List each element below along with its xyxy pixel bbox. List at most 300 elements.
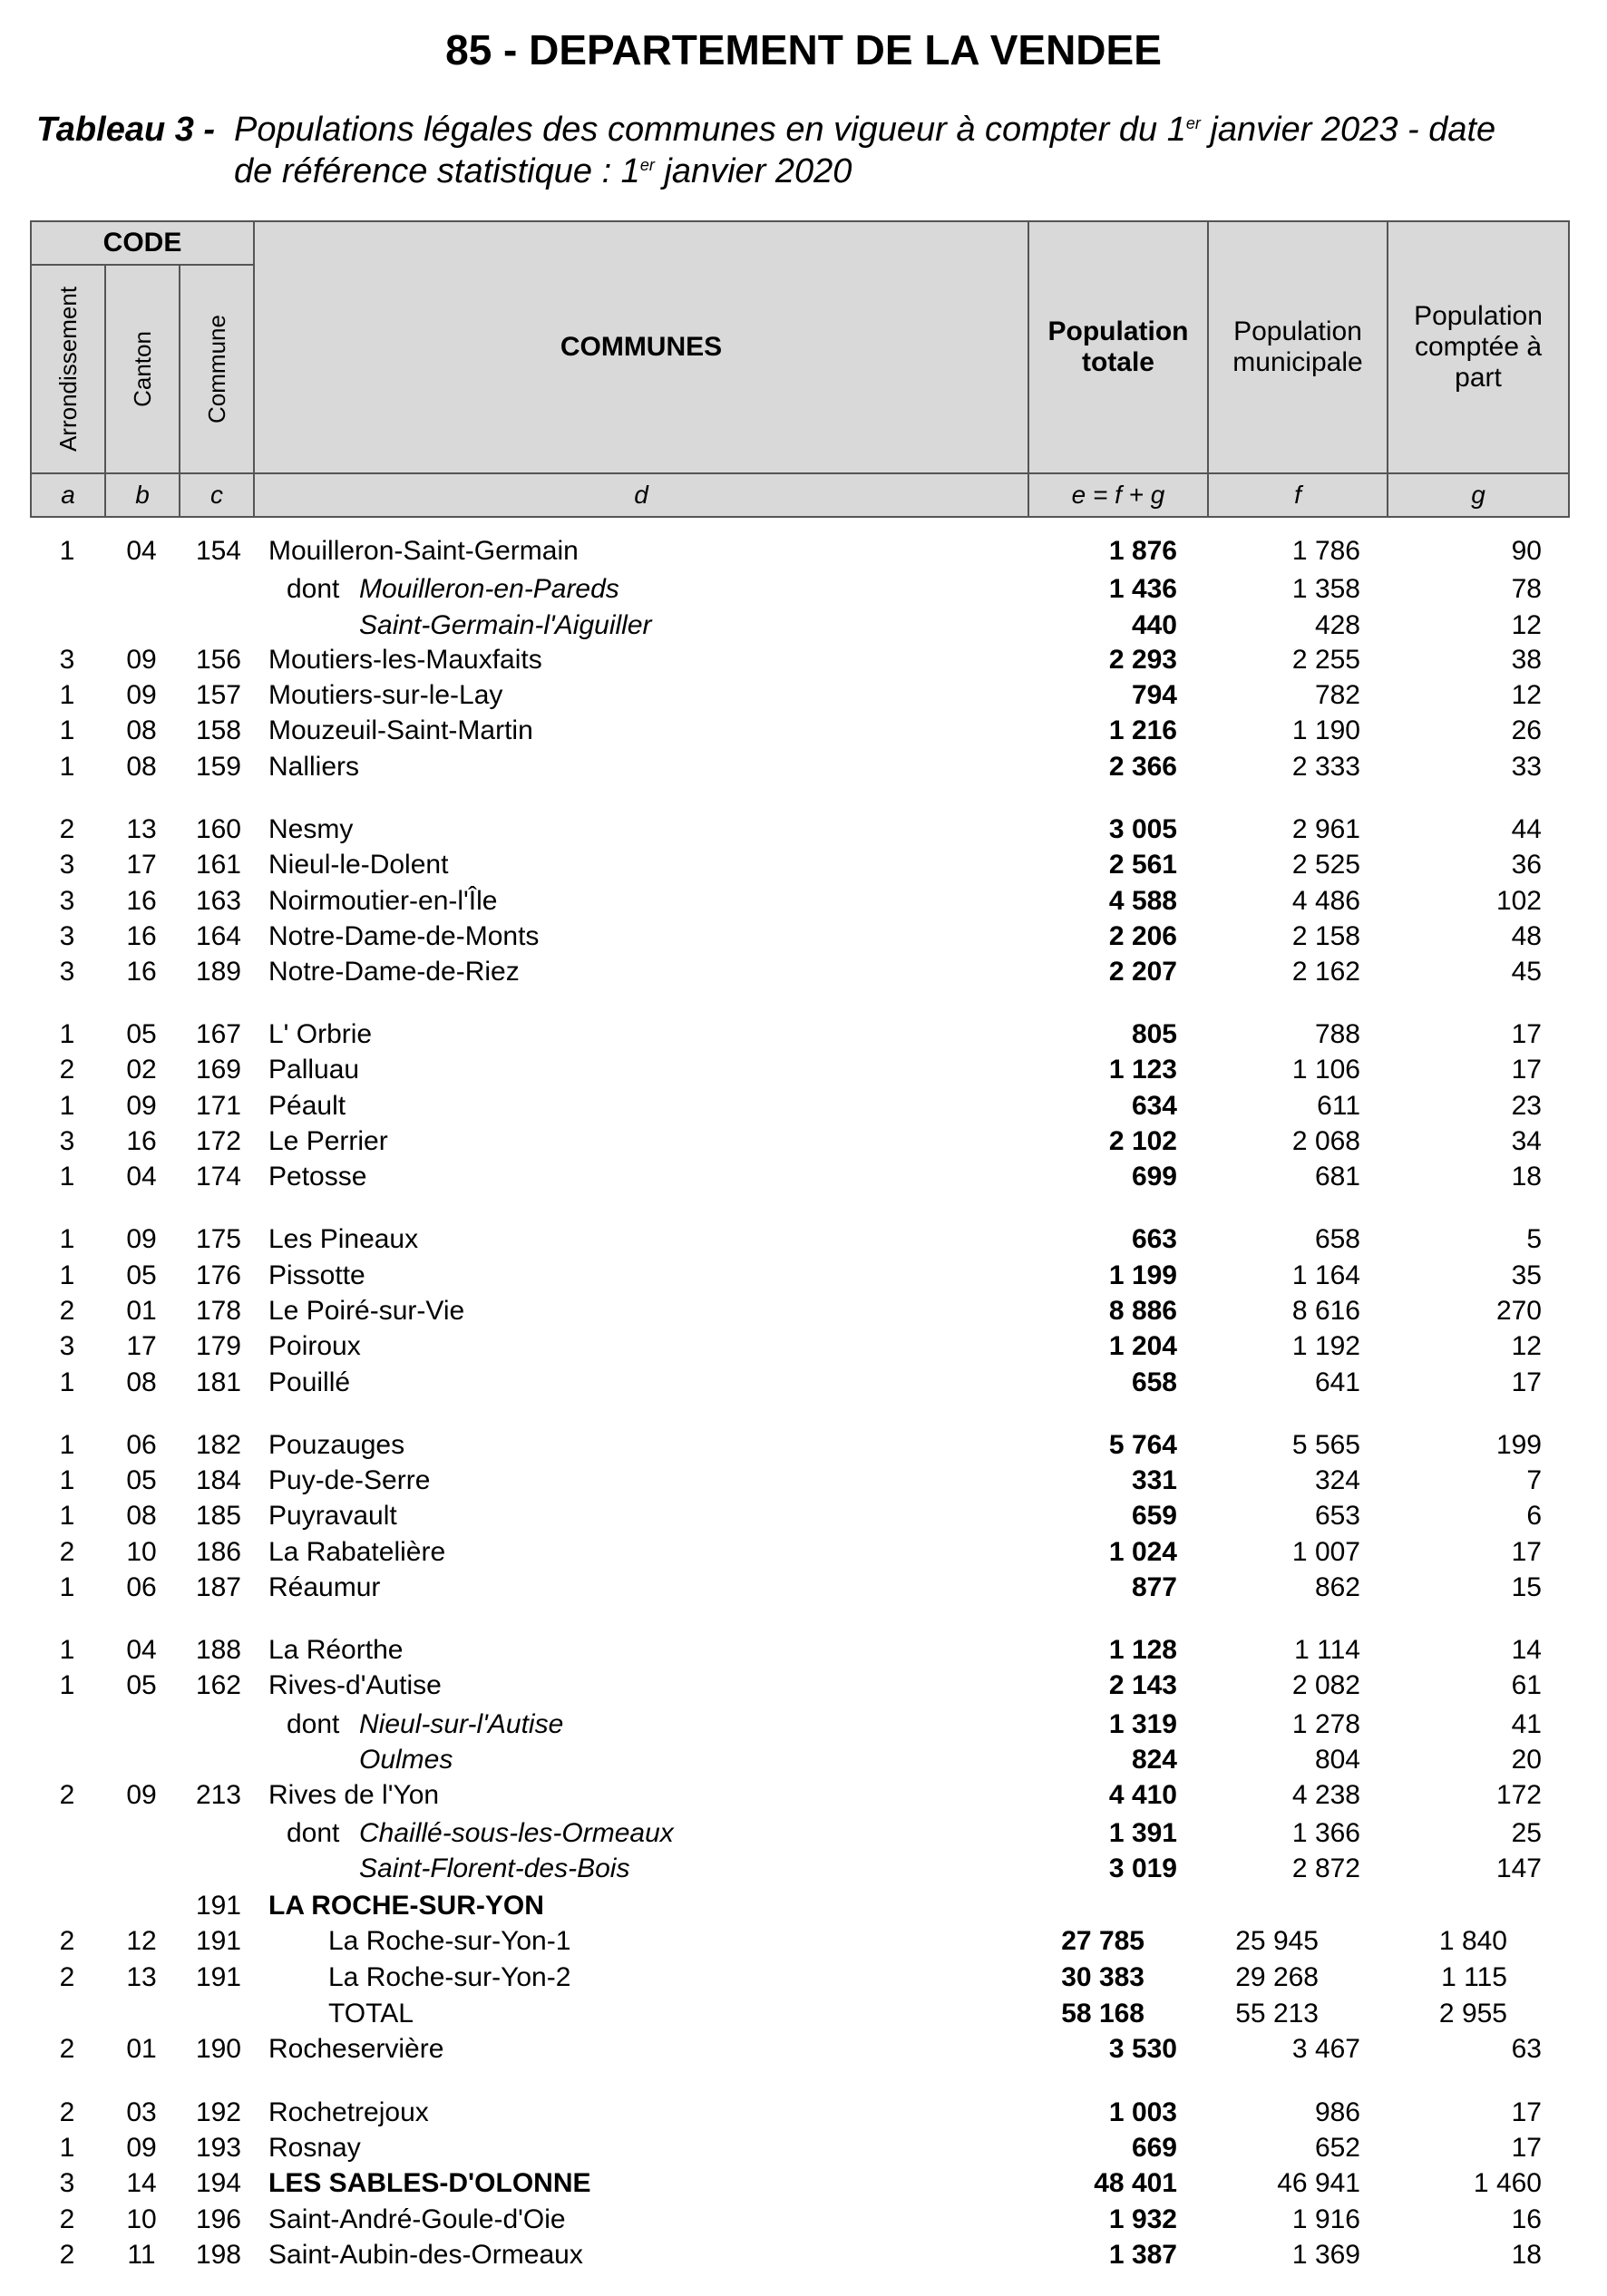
population-municipale-cell: 2 162 [1291,957,1360,987]
commune-name-cell: Saint-Aubin-des-Ormeaux [268,2240,583,2270]
commune-code-cell: 184 [195,1465,241,1495]
table-row [0,883,1607,919]
header-arrondissement [30,264,106,474]
commune-code-cell: 198 [195,2240,241,2270]
arrondissement-cell: 1 [59,752,75,782]
commune-code-cell: 174 [195,1162,241,1192]
arrondissement-cell: 2 [59,2240,75,2270]
commune-name-cell: La Roche-sur-Yon-2 [328,1962,571,1992]
population-comptee-cell: 17 [1511,2133,1542,2163]
header-letter-e: e = f + g [1028,472,1209,518]
header-letter-a: a [30,472,106,518]
population-comptee-cell: 102 [1495,886,1542,916]
commune-code-cell: 154 [195,536,241,566]
table-row [0,1996,1607,2032]
table-label: Tableau 3 - [36,111,216,149]
arrondissement-cell: 2 [59,814,75,844]
arrondissement-cell: 1 [59,1224,75,1254]
population-municipale-cell: 2 158 [1291,921,1360,951]
commune-name-cell: Nalliers [268,752,360,782]
population-municipale-cell: 3 467 [1291,2034,1360,2064]
canton-cell: 13 [126,814,157,844]
population-municipale-cell: 2 082 [1291,1670,1360,1700]
header-canton-label: Canton [129,331,156,407]
population-municipale-cell: 804 [1314,1745,1360,1775]
population-municipale-cell: 862 [1314,1572,1360,1602]
canton-cell: 09 [126,680,157,710]
commune-code-cell: 175 [195,1224,241,1254]
commune-name-cell: Chaillé-sous-les-Ormeaux [359,1818,674,1848]
population-municipale-cell: 652 [1314,2133,1360,2163]
population-totale-cell: 659 [1131,1501,1177,1531]
canton-cell: 17 [126,1331,157,1361]
canton-cell: 09 [126,1224,157,1254]
canton-cell: 06 [126,1430,157,1460]
commune-name-cell: Notre-Dame-de-Riez [268,957,520,987]
commune-code-cell: 158 [195,715,241,745]
population-comptee-cell: 36 [1511,850,1542,880]
commune-code-cell: 191 [195,1891,241,1921]
table-row [0,2031,1607,2067]
caption-text: janvier 2020 [654,152,852,190]
population-municipale-cell: 1 106 [1291,1055,1360,1085]
table-row [0,1815,1607,1852]
commune-name-cell: Mouilleron-en-Pareds [359,574,619,604]
population-municipale-cell: 2 961 [1291,814,1360,844]
population-comptee-cell: 1 840 [1438,1926,1507,1956]
header-commune [179,264,255,474]
population-totale-cell: 48 401 [1094,2168,1177,2198]
commune-name-cell: LES SABLES-D'OLONNE [268,2168,591,2198]
table-row [0,1088,1607,1124]
table-row [0,1328,1607,1365]
table-row [0,608,1607,644]
population-comptee-cell: 7 [1526,1465,1542,1495]
population-comptee-cell: 38 [1511,645,1542,675]
population-municipale-cell: 641 [1314,1367,1360,1397]
table-row [0,2095,1607,2131]
commune-name-cell: La Roche-sur-Yon-1 [328,1926,571,1956]
population-municipale-cell: 653 [1314,1501,1360,1531]
population-comptee-cell: 18 [1511,1162,1542,1192]
population-totale-cell: 2 102 [1108,1126,1177,1156]
commune-name-cell: Saint-André-Goule-d'Oie [268,2204,566,2234]
population-municipale-cell: 2 872 [1291,1853,1360,1883]
arrondissement-cell: 3 [59,1126,75,1156]
population-municipale-cell: 681 [1314,1162,1360,1192]
commune-code-cell: 179 [195,1331,241,1361]
population-municipale-cell: 2 333 [1291,752,1360,782]
canton-cell: 16 [126,921,157,951]
commune-code-cell: 156 [195,645,241,675]
canton-cell: 16 [126,886,157,916]
caption-text: janvier 2023 - date [1200,111,1496,149]
population-comptee-cell: 78 [1511,574,1542,604]
arrondissement-cell: 3 [59,921,75,951]
commune-name-cell: Le Poiré-sur-Vie [268,1296,465,1326]
commune-code-cell: 191 [195,1926,241,1956]
population-totale-cell: 669 [1131,2133,1177,2163]
table-row [0,1960,1607,1996]
population-comptee-cell: 34 [1511,1126,1542,1156]
commune-name-cell: Péault [268,1091,346,1121]
population-totale-cell: 805 [1131,1019,1177,1049]
arrondissement-cell: 2 [59,2097,75,2127]
arrondissement-cell: 1 [59,1091,75,1121]
commune-name-cell: LA ROCHE-SUR-YON [268,1891,544,1921]
canton-cell: 11 [127,2240,156,2270]
canton-cell: 04 [126,1635,157,1665]
arrondissement-cell: 2 [59,1962,75,1992]
commune-name-cell: TOTAL [328,1999,414,2028]
population-municipale-cell: 1 164 [1291,1260,1360,1290]
commune-code-cell: 161 [195,850,241,880]
commune-code-cell: 162 [195,1670,241,1700]
canton-cell: 04 [126,536,157,566]
population-totale-cell: 1 387 [1108,2240,1177,2270]
commune-code-cell: 157 [195,680,241,710]
table-row [0,2202,1607,2238]
population-municipale-cell: 1 916 [1291,2204,1360,2234]
table-row [0,1923,1607,1960]
header-letter-d: d [253,472,1029,518]
population-totale-cell: 2 207 [1108,957,1177,987]
commune-code-cell: 171 [195,1091,241,1121]
commune-name-cell: Le Perrier [268,1126,388,1156]
table-row [0,1017,1607,1053]
dont-label: dont [287,1709,340,1739]
population-totale-cell: 1 436 [1108,574,1177,604]
arrondissement-cell: 1 [59,715,75,745]
population-municipale-cell: 1 366 [1291,1818,1360,1848]
header-canton [104,264,180,474]
population-totale-cell: 1 123 [1108,1055,1177,1085]
population-comptee-cell: 12 [1511,1331,1542,1361]
population-municipale-cell: 1 192 [1291,1331,1360,1361]
header-letter-b: b [104,472,180,518]
commune-name-cell: Rocheservière [268,2034,444,2064]
commune-code-cell: 178 [195,1296,241,1326]
arrondissement-cell: 2 [59,1296,75,1326]
population-comptee-cell: 17 [1511,1367,1542,1397]
canton-cell: 01 [126,1296,157,1326]
population-municipale-cell: 2 255 [1291,645,1360,675]
population-municipale-cell: 5 565 [1291,1430,1360,1460]
commune-code-cell: 192 [195,2097,241,2127]
population-totale-cell: 30 383 [1061,1962,1144,1992]
arrondissement-cell: 2 [59,1780,75,1810]
population-comptee-cell: 12 [1511,680,1542,710]
commune-name-cell: Oulmes [359,1745,453,1775]
population-municipale-cell: 428 [1314,610,1360,640]
commune-code-cell: 182 [195,1430,241,1460]
commune-code-cell: 181 [195,1367,241,1397]
table-row [0,1777,1607,1814]
population-municipale-cell: 4 238 [1291,1780,1360,1810]
arrondissement-cell: 1 [59,680,75,710]
commune-code-cell: 190 [195,2034,241,2064]
arrondissement-cell: 1 [59,1019,75,1049]
canton-cell: 10 [126,2204,157,2234]
arrondissement-cell: 1 [59,1260,75,1290]
population-totale-cell: 58 168 [1061,1999,1144,2028]
population-totale-cell: 3 019 [1108,1853,1177,1883]
population-totale-cell: 634 [1131,1091,1177,1121]
commune-name-cell: Poiroux [268,1331,361,1361]
commune-code-cell: 213 [195,1780,241,1810]
arrondissement-cell: 1 [59,1572,75,1602]
commune-name-cell: Nesmy [268,814,354,844]
table-row [0,1707,1607,1743]
population-comptee-cell: 17 [1511,1019,1542,1049]
population-totale-cell: 440 [1131,610,1177,640]
population-totale-cell: 824 [1131,1745,1177,1775]
population-totale-cell: 1 876 [1108,536,1177,566]
canton-cell: 10 [126,1537,157,1567]
table-row [0,1052,1607,1088]
commune-code-cell: 163 [195,886,241,916]
header-letter-c: c [179,472,255,518]
commune-code-cell: 172 [195,1126,241,1156]
population-comptee-cell: 172 [1495,1780,1542,1810]
commune-name-cell: Moutiers-les-Mauxfaits [268,645,542,675]
table-row [0,954,1607,990]
population-comptee-cell: 63 [1511,2034,1542,2064]
table-row [0,1632,1607,1668]
population-comptee-cell: 17 [1511,1537,1542,1567]
commune-name-cell: Nieul-le-Dolent [268,850,449,880]
table-row [0,1463,1607,1499]
population-municipale-cell: 2 068 [1291,1126,1360,1156]
table-row [0,2130,1607,2166]
population-totale-cell: 1 932 [1108,2204,1177,2234]
canton-cell: 05 [126,1670,157,1700]
population-comptee-cell: 20 [1511,1745,1542,1775]
commune-name-cell: Rives-d'Autise [268,1670,442,1700]
population-municipale-cell: 1 278 [1291,1709,1360,1739]
arrondissement-cell: 1 [59,1670,75,1700]
population-municipale-cell: 324 [1314,1465,1360,1495]
population-municipale-cell: 1 786 [1291,536,1360,566]
population-comptee-cell: 45 [1511,957,1542,987]
caption-text: de référence statistique : 1 [234,152,640,190]
table-row [0,1293,1607,1329]
population-totale-cell: 794 [1131,680,1177,710]
commune-code-cell: 169 [195,1055,241,1085]
table-row [0,533,1607,569]
canton-cell: 05 [126,1019,157,1049]
population-municipale-cell: 986 [1314,2097,1360,2127]
population-comptee-cell: 33 [1511,752,1542,782]
commune-code-cell: 196 [195,2204,241,2234]
caption-sup: er [1185,114,1201,132]
population-comptee-cell: 25 [1511,1818,1542,1848]
population-comptee-cell: 199 [1495,1430,1542,1460]
commune-name-cell: Rosnay [268,2133,361,2163]
header-population-comptee: Population comptée à part [1387,220,1570,474]
population-totale-cell: 1 391 [1108,1818,1177,1848]
population-totale-cell: 4 410 [1108,1780,1177,1810]
arrondissement-cell: 1 [59,536,75,566]
canton-cell: 16 [126,957,157,987]
population-municipale-cell: 788 [1314,1019,1360,1049]
population-comptee-cell: 147 [1495,1853,1542,1883]
population-totale-cell: 877 [1131,1572,1177,1602]
commune-code-cell: 193 [195,2133,241,2163]
population-totale-cell: 1 319 [1108,1709,1177,1739]
canton-cell: 06 [126,1572,157,1602]
table-row [0,1570,1607,1606]
canton-cell: 05 [126,1260,157,1290]
table-row [0,1851,1607,1887]
population-totale-cell: 2 206 [1108,921,1177,951]
population-comptee-cell: 17 [1511,1055,1542,1085]
commune-name-cell: L' Orbrie [268,1019,373,1049]
arrondissement-cell: 2 [59,1055,75,1085]
table-row [0,1159,1607,1195]
population-comptee-cell: 90 [1511,536,1542,566]
population-totale-cell: 663 [1131,1224,1177,1254]
arrondissement-cell: 3 [59,850,75,880]
population-comptee-cell: 16 [1511,2204,1542,2234]
commune-code-cell: 160 [195,814,241,844]
dont-label: dont [287,574,340,604]
commune-name-cell: Mouilleron-Saint-Germain [268,536,579,566]
arrondissement-cell: 3 [59,645,75,675]
page-title: 85 - DEPARTEMENT DE LA VENDEE [445,26,1162,73]
commune-code-cell: 187 [195,1572,241,1602]
commune-name-cell: Moutiers-sur-le-Lay [268,680,503,710]
population-comptee-cell: 18 [1511,2240,1542,2270]
population-comptee-cell: 2 955 [1438,1999,1507,2028]
table-row [0,1258,1607,1294]
commune-code-cell: 188 [195,1635,241,1665]
arrondissement-cell: 2 [59,2034,75,2064]
table-row [0,2165,1607,2202]
arrondissement-cell: 1 [59,1162,75,1192]
commune-name-cell: Noirmoutier-en-l'Île [268,886,498,916]
commune-name-cell: Pouzauges [268,1430,405,1460]
arrondissement-cell: 1 [59,1465,75,1495]
arrondissement-cell: 1 [59,1430,75,1460]
arrondissement-cell: 2 [59,1926,75,1956]
population-comptee-cell: 41 [1511,1709,1542,1739]
population-municipale-cell: 4 486 [1291,886,1360,916]
commune-name-cell: La Rabatelière [268,1537,446,1567]
commune-name-cell: Saint-Germain-l'Aiguiller [359,610,652,640]
commune-name-cell: Rives de l'Yon [268,1780,440,1810]
population-municipale-cell: 55 213 [1235,1999,1319,2028]
canton-cell: 08 [126,715,157,745]
arrondissement-cell: 3 [59,1331,75,1361]
population-municipale-cell: 1 369 [1291,2240,1360,2270]
population-municipale-cell: 1 190 [1291,715,1360,745]
header-commune-label: Commune [203,315,230,423]
table-row [0,749,1607,785]
commune-code-cell: 176 [195,1260,241,1290]
arrondissement-cell: 3 [59,2168,75,2198]
population-comptee-cell: 6 [1526,1501,1542,1531]
arrondissement-cell: 1 [59,1367,75,1397]
canton-cell: 09 [126,1780,157,1810]
table-row [0,1427,1607,1464]
population-totale-cell: 1 204 [1108,1331,1177,1361]
table-row [0,713,1607,749]
arrondissement-cell: 1 [59,1501,75,1531]
population-totale-cell: 2 366 [1108,752,1177,782]
population-municipale-cell: 29 268 [1235,1962,1319,1992]
commune-name-cell: Petosse [268,1162,367,1192]
commune-name-cell: Les Pineaux [268,1224,419,1254]
canton-cell: 09 [126,2133,157,2163]
population-municipale-cell: 611 [1317,1091,1360,1121]
population-municipale-cell: 46 941 [1277,2168,1360,2198]
population-comptee-cell: 15 [1511,1572,1542,1602]
canton-cell: 04 [126,1162,157,1192]
commune-name-cell: Puyravault [268,1501,397,1531]
population-totale-cell: 1 024 [1108,1537,1177,1567]
population-totale-cell: 658 [1131,1367,1177,1397]
commune-code-cell: 189 [195,957,241,987]
population-comptee-cell: 44 [1511,814,1542,844]
caption-text: Populations légales des communes en vigueur à compter du 1 [234,111,1186,149]
population-municipale-cell: 1 114 [1294,1635,1360,1665]
canton-cell: 08 [126,1501,157,1531]
commune-name-cell: Notre-Dame-de-Monts [268,921,540,951]
population-totale-cell: 5 764 [1108,1430,1177,1460]
population-municipale-cell: 1 358 [1291,574,1360,604]
canton-cell: 09 [126,1091,157,1121]
population-totale-cell: 1 128 [1108,1635,1177,1665]
header-population-municipale: Population municipale [1207,220,1388,474]
population-totale-cell: 2 143 [1108,1670,1177,1700]
population-totale-cell: 27 785 [1061,1926,1144,1956]
canton-cell: 14 [126,2168,157,2198]
canton-cell: 02 [126,1055,157,1085]
population-totale-cell: 1 003 [1108,2097,1177,2127]
arrondissement-cell: 2 [59,2204,75,2234]
table-row [0,2237,1607,2273]
commune-name-cell: Mouzeuil-Saint-Martin [268,715,533,745]
commune-name-cell: Pissotte [268,1260,365,1290]
population-comptee-cell: 23 [1511,1091,1542,1121]
table-caption-line1 [234,111,1495,150]
table-caption-line2 [234,152,852,191]
population-comptee-cell: 1 460 [1473,2168,1542,2198]
caption-sup: er [639,156,655,174]
population-totale-cell: 8 886 [1108,1296,1177,1326]
population-municipale-cell: 25 945 [1235,1926,1319,1956]
population-totale-cell: 3 005 [1108,814,1177,844]
commune-code-cell: 159 [195,752,241,782]
table-row [0,1365,1607,1401]
commune-name-cell: Pouillé [268,1367,351,1397]
header-code: CODE [30,220,255,266]
population-municipale-cell: 1 007 [1291,1537,1360,1567]
arrondissement-cell: 3 [59,957,75,987]
population-totale-cell: 1 216 [1108,715,1177,745]
population-comptee-cell: 48 [1511,921,1542,951]
commune-name-cell: Palluau [268,1055,360,1085]
table-row [0,1221,1607,1258]
table-row [0,1888,1607,1924]
table-row [0,1124,1607,1160]
arrondissement-cell: 3 [59,886,75,916]
commune-code-cell: 186 [195,1537,241,1567]
commune-code-cell: 185 [195,1501,241,1531]
header-letter-g: g [1387,472,1570,518]
population-totale-cell: 1 199 [1108,1260,1177,1290]
